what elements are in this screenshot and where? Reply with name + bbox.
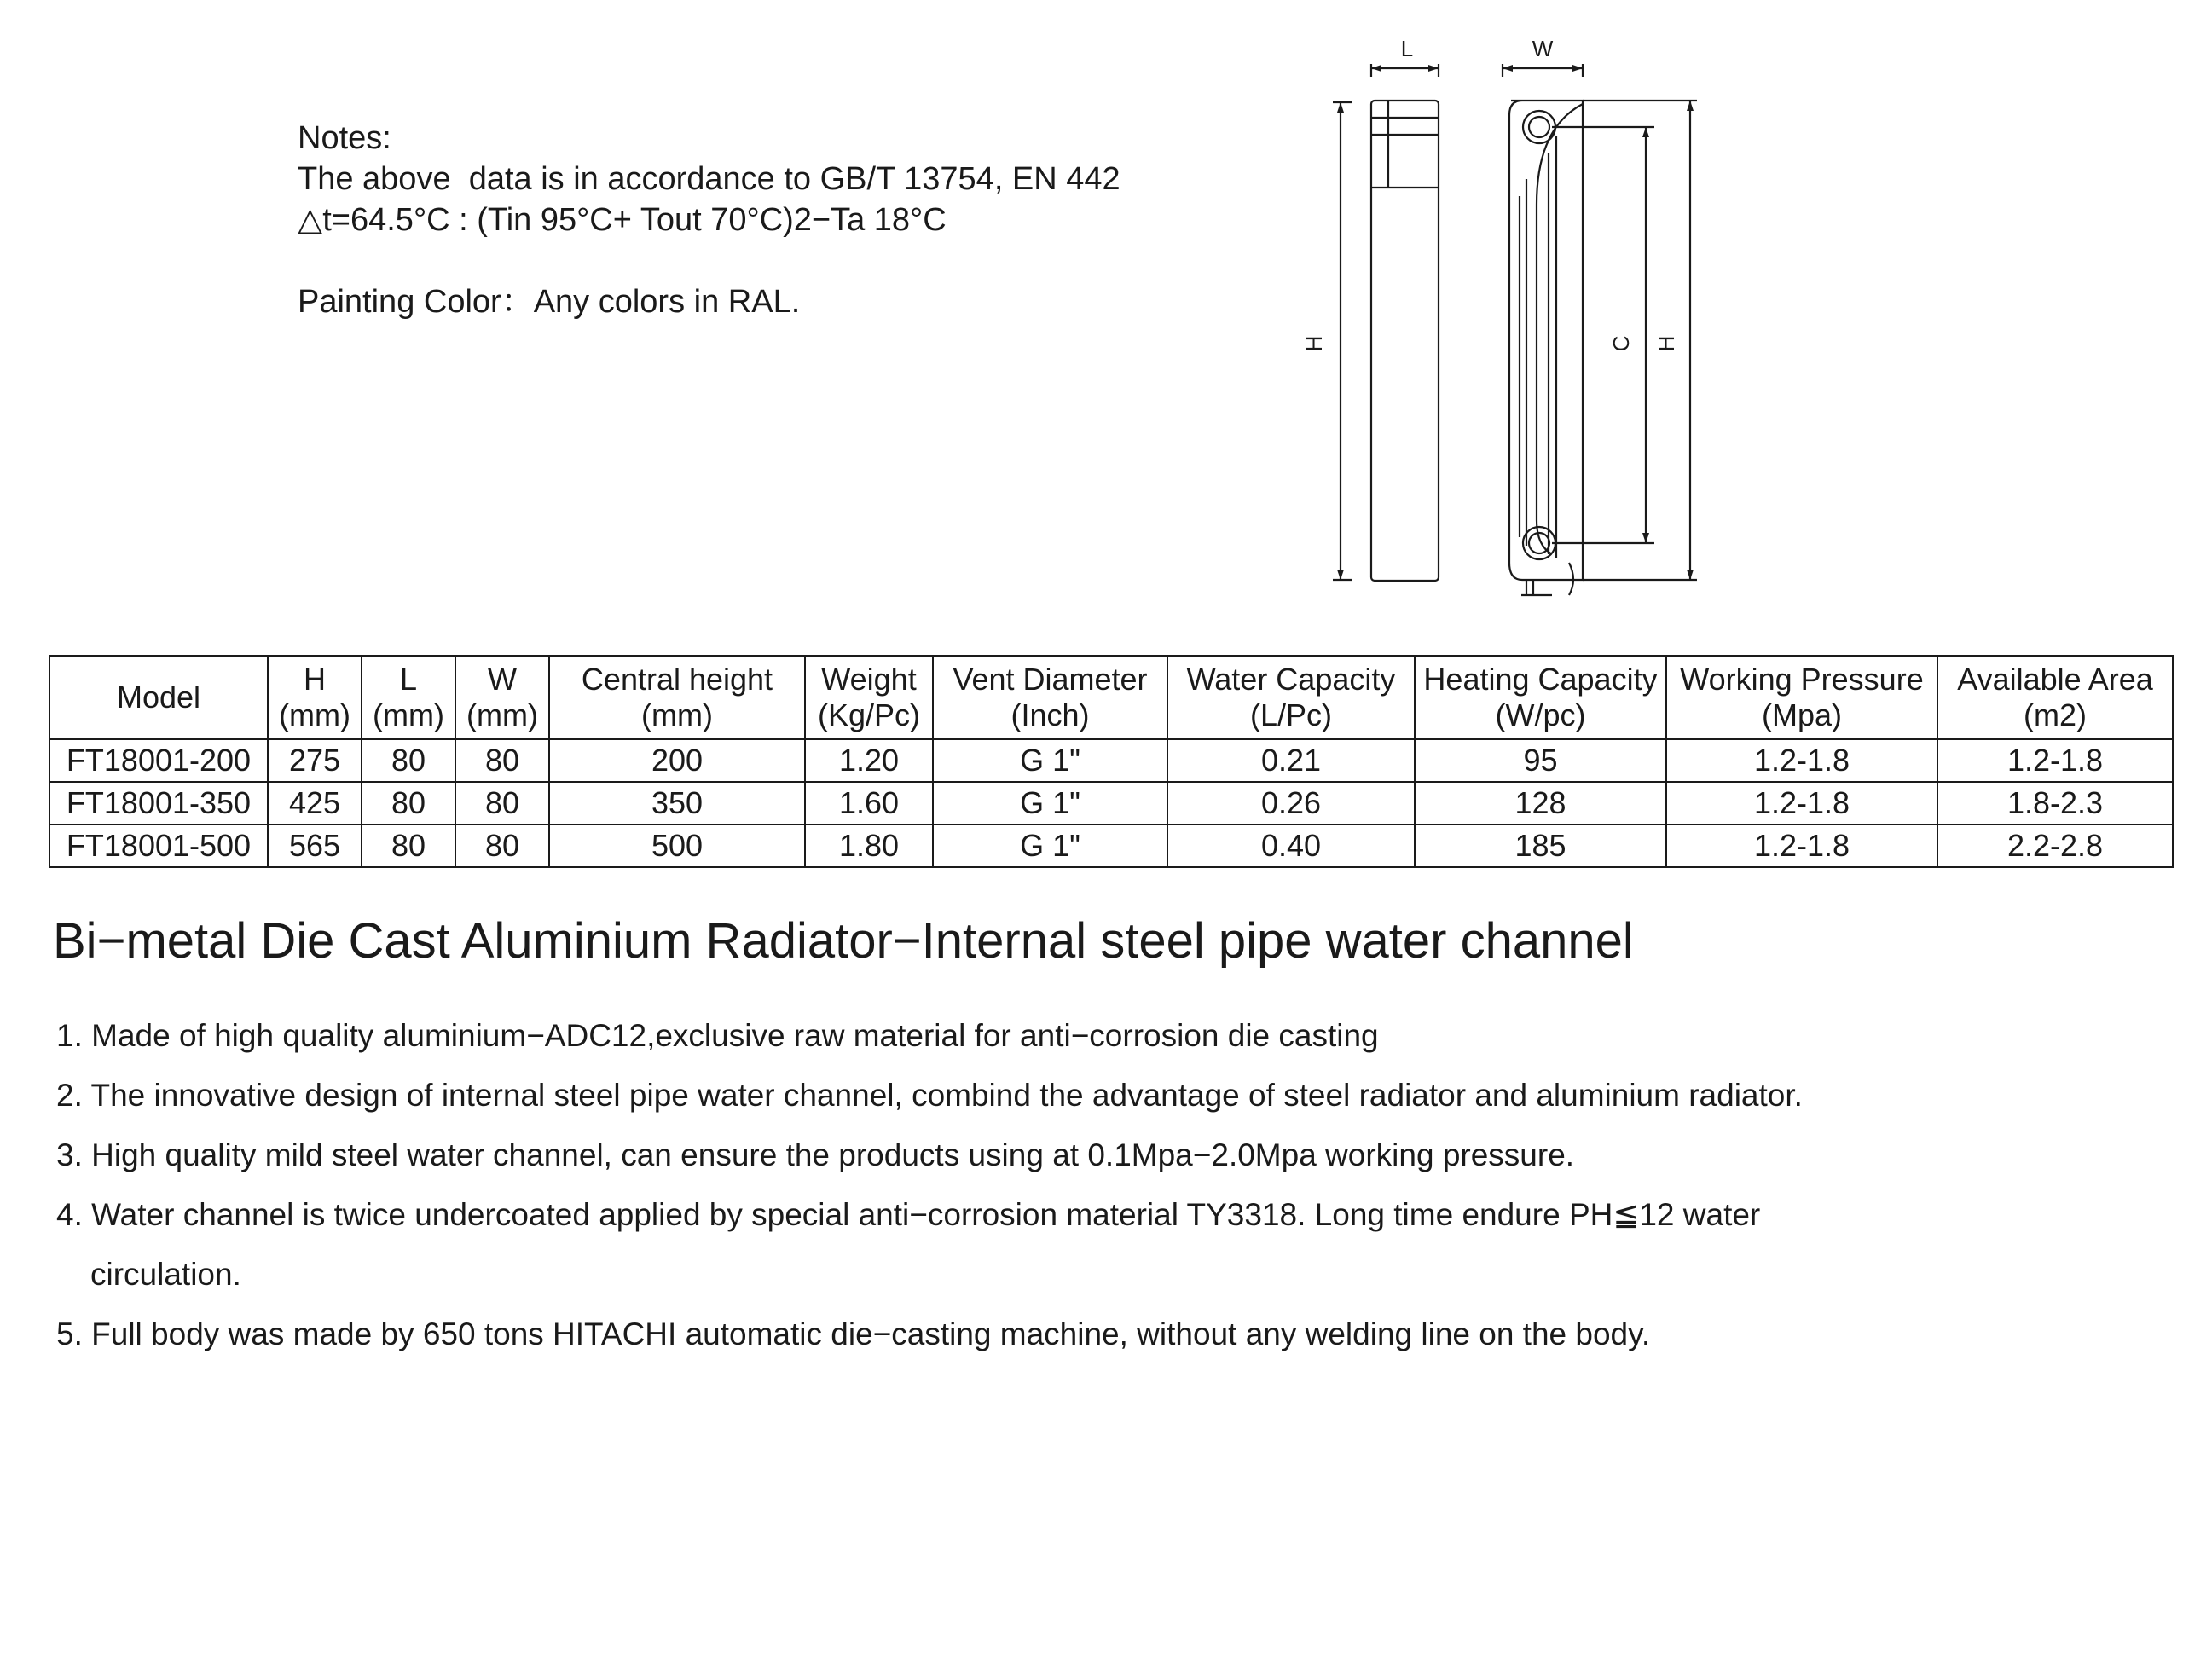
label-w: W [1532, 36, 1554, 61]
front-view [1371, 101, 1439, 581]
header-model: Model [49, 656, 268, 739]
spec-table [49, 655, 2174, 868]
cell-water-capacity: 0.21 [1167, 739, 1415, 782]
side-view [1509, 101, 1583, 595]
label-h-left: H [1301, 335, 1327, 352]
cell-central-height: 200 [549, 739, 805, 782]
cell-vent-diameter: G 1" [933, 825, 1167, 867]
h-dimension-left [1301, 102, 1352, 580]
header-central-height: Central height (mm) [549, 656, 805, 739]
list-item: 1. Made of high quality aluminium−ADC12,exclusive raw material for anti−corrosion die casting [56, 1018, 1379, 1053]
feature-list [56, 1006, 1803, 1364]
cell-model: FT18001-350 [49, 782, 268, 825]
label-c: C [1608, 335, 1634, 352]
cell-central-height: 350 [549, 782, 805, 825]
header-l: L (mm) [362, 656, 455, 739]
product-title: Bi−metal Die Cast Aluminium Radiator−Internal steel pipe water channel [53, 913, 1634, 969]
list-item-continuation: circulation. [90, 1257, 241, 1292]
list-item: 5. Full body was made by 650 tons HITACHI automatic die−casting machine, without any welding line on the body. [56, 1316, 1651, 1351]
notes-block [298, 118, 1120, 322]
header-vent-diameter: Vent Diameter (Inch) [933, 656, 1167, 739]
w-dimension [1503, 36, 1583, 77]
cell-weight: 1.20 [805, 739, 933, 782]
cell-l: 80 [362, 825, 455, 867]
cell-h: 565 [268, 825, 362, 867]
cell-w: 80 [455, 739, 549, 782]
list-item: 4. Water channel is twice undercoated applied by special anti−corrosion material TY3318. Long time endure PH≦12 water [56, 1197, 1761, 1232]
cell-available-area: 1.2-1.8 [1937, 739, 2173, 782]
cell-vent-diameter: G 1" [933, 739, 1167, 782]
cell-l: 80 [362, 739, 455, 782]
cell-vent-diameter: G 1" [933, 782, 1167, 825]
header-heating-capacity: Heating Capacity (W/pc) [1415, 656, 1666, 739]
cell-working-pressure: 1.2-1.8 [1666, 782, 1937, 825]
cell-h: 275 [268, 739, 362, 782]
cell-working-pressure: 1.2-1.8 [1666, 825, 1937, 867]
cell-l: 80 [362, 782, 455, 825]
list-item: 2. The innovative design of internal steel pipe water channel, combind the advantage of steel radiator and aluminium radiator. [56, 1078, 1803, 1113]
cell-weight: 1.60 [805, 782, 933, 825]
header-available-area: Available Area (m2) [1937, 656, 2173, 739]
c-dimension [1552, 127, 1654, 543]
notes-painting: Painting Color：Any colors in RAL. [298, 284, 801, 320]
cell-w: 80 [455, 825, 549, 867]
header-w: W (mm) [455, 656, 549, 739]
table-row [49, 825, 2173, 867]
header-working-pressure: Working Pressure (Mpa) [1666, 656, 1937, 739]
radiator-dimension-drawing [1296, 26, 1723, 597]
notes-heading: Notes: [298, 120, 391, 156]
l-dimension [1371, 36, 1439, 77]
table-row [49, 782, 2173, 825]
cell-heating-capacity: 128 [1415, 782, 1666, 825]
notes-standard: The above data is in accordance to GB/T 13754, EN 442 [298, 161, 1120, 197]
header-weight: Weight (Kg/Pc) [805, 656, 933, 739]
label-h-right: H [1653, 335, 1679, 352]
cell-model: FT18001-200 [49, 739, 268, 782]
table-row [49, 739, 2173, 782]
cell-h: 425 [268, 782, 362, 825]
table-header-row [49, 656, 2173, 739]
notes-delta: t=64.5°C : (Tin 95°C+ Tout 70°C)2−Ta 18°C [322, 202, 947, 238]
cell-working-pressure: 1.2-1.8 [1666, 739, 1937, 782]
h-dimension-right [1583, 101, 1697, 580]
cell-heating-capacity: 185 [1415, 825, 1666, 867]
label-l: L [1400, 36, 1414, 61]
cell-available-area: 2.2-2.8 [1937, 825, 2173, 867]
cell-available-area: 1.8-2.3 [1937, 782, 2173, 825]
list-item: 3. High quality mild steel water channel, can ensure the products using at 0.1Mpa−2.0Mpa working pressure. [56, 1137, 1575, 1172]
cell-heating-capacity: 95 [1415, 739, 1666, 782]
cell-water-capacity: 0.26 [1167, 782, 1415, 825]
cell-model: FT18001-500 [49, 825, 268, 867]
cell-central-height: 500 [549, 825, 805, 867]
cell-water-capacity: 0.40 [1167, 825, 1415, 867]
header-water-capacity: Water Capacity (L/Pc) [1167, 656, 1415, 739]
cell-w: 80 [455, 782, 549, 825]
delta-triangle-icon: △ [298, 202, 323, 238]
header-h: H (mm) [268, 656, 362, 739]
cell-weight: 1.80 [805, 825, 933, 867]
notes-delta-line [298, 200, 1120, 240]
